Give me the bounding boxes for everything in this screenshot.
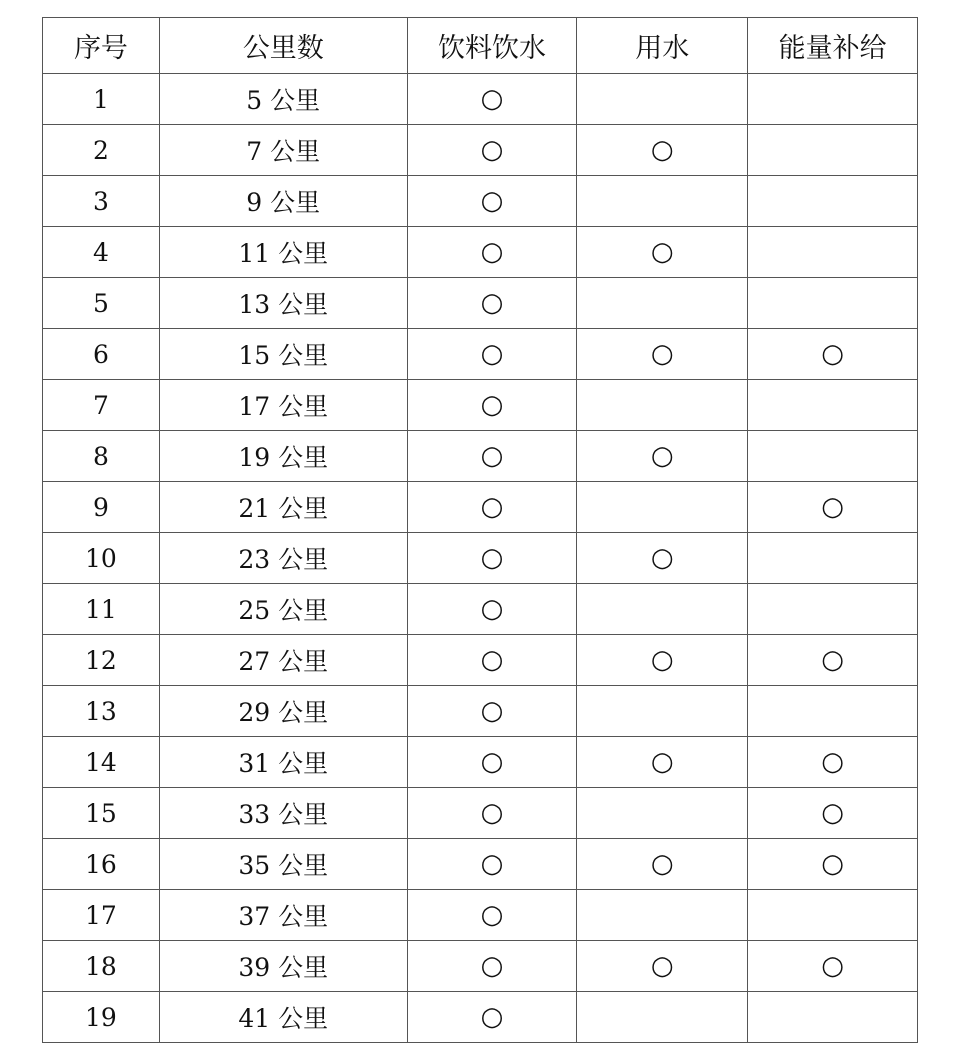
- water-mark: [577, 788, 748, 839]
- row-number: 17: [43, 890, 160, 941]
- energy-mark: ○: [748, 788, 918, 839]
- row-number: 6: [43, 329, 160, 380]
- drink-mark: ○: [407, 533, 577, 584]
- drink-mark: ○: [407, 176, 577, 227]
- drink-mark: ○: [407, 74, 577, 125]
- drink-mark: ○: [407, 278, 577, 329]
- row-distance: 21 公里: [159, 482, 407, 533]
- energy-mark: ○: [748, 482, 918, 533]
- energy-mark: ○: [748, 329, 918, 380]
- table-row: [43, 941, 918, 992]
- drink-mark: ○: [407, 686, 577, 737]
- water-mark: [577, 992, 748, 1043]
- energy-mark: [748, 125, 918, 176]
- row-distance: 35 公里: [159, 839, 407, 890]
- water-mark: ○: [577, 431, 748, 482]
- table-row: [43, 74, 918, 125]
- drink-mark: ○: [407, 227, 577, 278]
- energy-mark: [748, 533, 918, 584]
- water-mark: [577, 584, 748, 635]
- water-mark: ○: [577, 533, 748, 584]
- drink-mark: ○: [407, 482, 577, 533]
- drink-mark: ○: [407, 329, 577, 380]
- drink-mark: ○: [407, 635, 577, 686]
- table-row: [43, 431, 918, 482]
- energy-mark: [748, 380, 918, 431]
- table-row: [43, 788, 918, 839]
- row-number: 12: [43, 635, 160, 686]
- energy-mark: [748, 74, 918, 125]
- table-row: [43, 176, 918, 227]
- drink-mark: ○: [407, 584, 577, 635]
- row-distance: 33 公里: [159, 788, 407, 839]
- energy-mark: [748, 176, 918, 227]
- row-distance: 7 公里: [159, 125, 407, 176]
- table-row: [43, 890, 918, 941]
- energy-mark: [748, 584, 918, 635]
- water-mark: ○: [577, 839, 748, 890]
- water-mark: [577, 482, 748, 533]
- table-row: [43, 227, 918, 278]
- row-number: 8: [43, 431, 160, 482]
- water-mark: [577, 176, 748, 227]
- table-row: [43, 737, 918, 788]
- table-row: [43, 992, 918, 1043]
- drink-mark: ○: [407, 431, 577, 482]
- row-distance: 13 公里: [159, 278, 407, 329]
- row-distance: 11 公里: [159, 227, 407, 278]
- water-mark: ○: [577, 737, 748, 788]
- water-mark: [577, 890, 748, 941]
- water-mark: [577, 74, 748, 125]
- table-row: [43, 839, 918, 890]
- row-distance: 41 公里: [159, 992, 407, 1043]
- drink-mark: ○: [407, 839, 577, 890]
- row-number: 11: [43, 584, 160, 635]
- energy-mark: ○: [748, 635, 918, 686]
- row-number: 10: [43, 533, 160, 584]
- row-distance: 27 公里: [159, 635, 407, 686]
- row-distance: 5 公里: [159, 74, 407, 125]
- drink-mark: ○: [407, 788, 577, 839]
- water-mark: [577, 380, 748, 431]
- header-energy: 能量补给: [748, 18, 918, 74]
- row-number: 7: [43, 380, 160, 431]
- row-distance: 9 公里: [159, 176, 407, 227]
- row-number: 3: [43, 176, 160, 227]
- row-distance: 37 公里: [159, 890, 407, 941]
- energy-mark: ○: [748, 737, 918, 788]
- row-number: 18: [43, 941, 160, 992]
- drink-mark: ○: [407, 992, 577, 1043]
- row-distance: 17 公里: [159, 380, 407, 431]
- drink-mark: ○: [407, 737, 577, 788]
- table-row: [43, 380, 918, 431]
- row-distance: 39 公里: [159, 941, 407, 992]
- energy-mark: [748, 890, 918, 941]
- table-row: [43, 584, 918, 635]
- table-row: [43, 635, 918, 686]
- row-number: 1: [43, 74, 160, 125]
- row-distance: 15 公里: [159, 329, 407, 380]
- energy-mark: [748, 992, 918, 1043]
- supply-station-table: [42, 17, 918, 1043]
- row-number: 4: [43, 227, 160, 278]
- row-distance: 19 公里: [159, 431, 407, 482]
- row-number: 9: [43, 482, 160, 533]
- drink-mark: ○: [407, 380, 577, 431]
- table-row: [43, 533, 918, 584]
- water-mark: ○: [577, 125, 748, 176]
- energy-mark: ○: [748, 941, 918, 992]
- energy-mark: [748, 227, 918, 278]
- drink-mark: ○: [407, 941, 577, 992]
- water-mark: ○: [577, 635, 748, 686]
- water-mark: ○: [577, 941, 748, 992]
- energy-mark: [748, 686, 918, 737]
- table-row: [43, 482, 918, 533]
- water-mark: [577, 686, 748, 737]
- table-body: [43, 74, 918, 1043]
- energy-mark: ○: [748, 839, 918, 890]
- header-number: 序号: [43, 18, 160, 74]
- row-number: 13: [43, 686, 160, 737]
- row-distance: 23 公里: [159, 533, 407, 584]
- drink-mark: ○: [407, 890, 577, 941]
- row-number: 19: [43, 992, 160, 1043]
- water-mark: ○: [577, 227, 748, 278]
- header-drinks: 饮料饮水: [407, 18, 577, 74]
- row-number: 15: [43, 788, 160, 839]
- row-distance: 29 公里: [159, 686, 407, 737]
- table-row: [43, 125, 918, 176]
- table-row: [43, 329, 918, 380]
- row-number: 5: [43, 278, 160, 329]
- row-distance: 31 公里: [159, 737, 407, 788]
- drink-mark: ○: [407, 125, 577, 176]
- header-row: [43, 18, 918, 74]
- table-row: [43, 686, 918, 737]
- row-number: 2: [43, 125, 160, 176]
- row-distance: 25 公里: [159, 584, 407, 635]
- header-water: 用水: [577, 18, 748, 74]
- water-mark: ○: [577, 329, 748, 380]
- table-row: [43, 278, 918, 329]
- energy-mark: [748, 278, 918, 329]
- row-number: 14: [43, 737, 160, 788]
- energy-mark: [748, 431, 918, 482]
- header-distance: 公里数: [159, 18, 407, 74]
- row-number: 16: [43, 839, 160, 890]
- water-mark: [577, 278, 748, 329]
